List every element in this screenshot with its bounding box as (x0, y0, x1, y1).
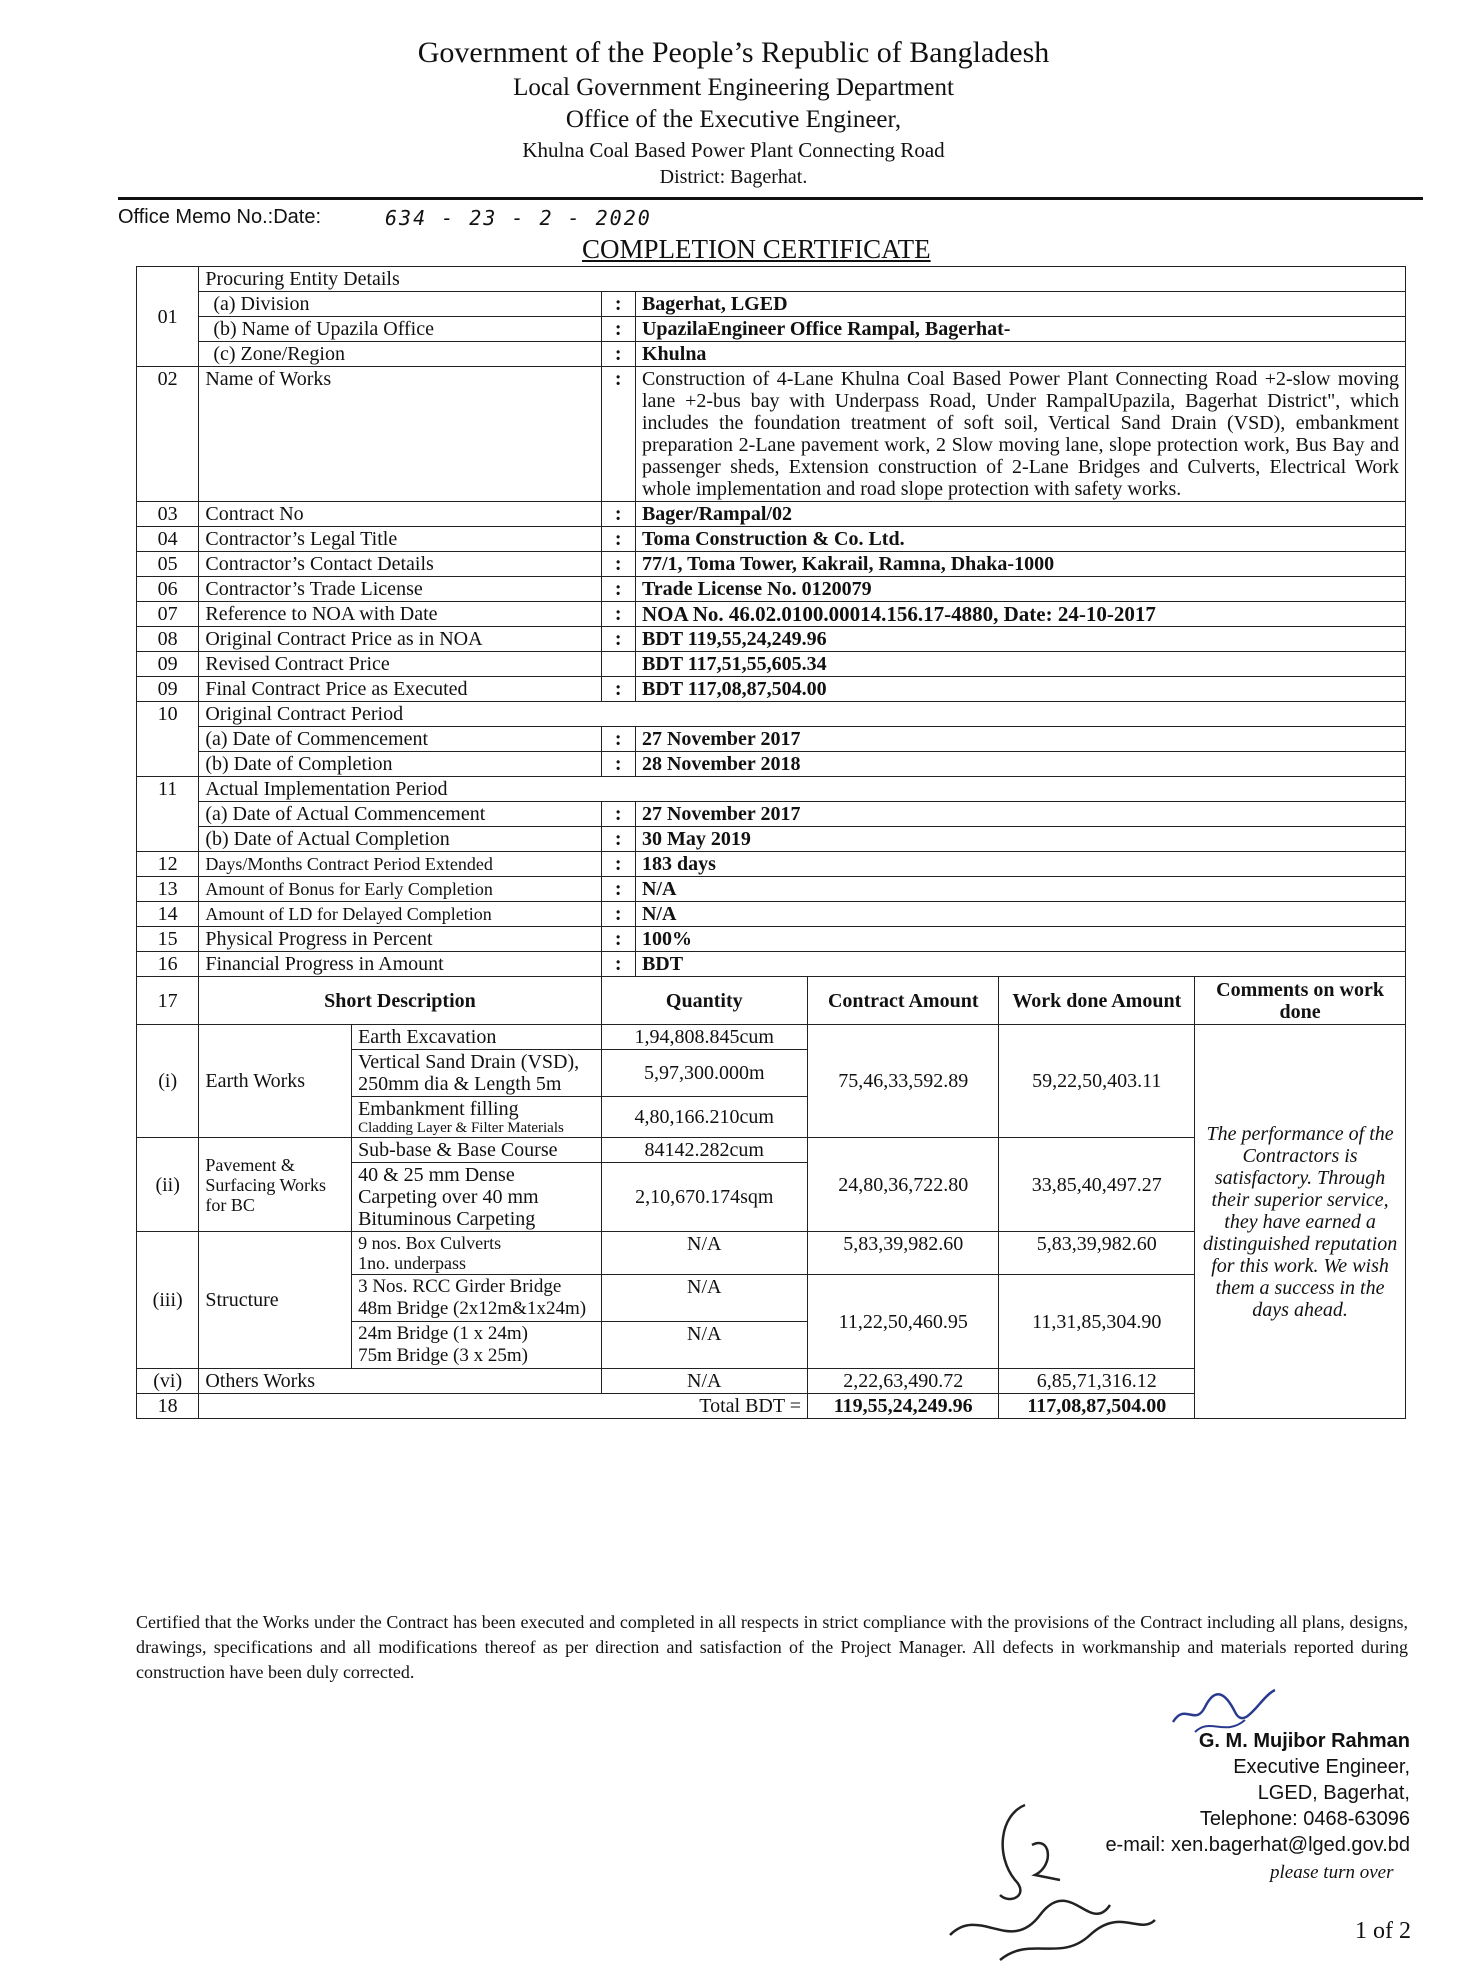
row-num: 08 (137, 627, 199, 652)
row-value: Bagerhat, LGED (635, 292, 1405, 317)
row-value: 100% (635, 927, 1405, 952)
colon: : (601, 552, 635, 577)
row-label: (b) Date of Completion (199, 752, 601, 777)
item-group: Pavement & Surfacing Works for BC (199, 1138, 352, 1232)
row-num: 13 (137, 877, 199, 902)
row-10a (137, 727, 1406, 752)
item-work-done-amount: 33,85,40,497.27 (999, 1138, 1195, 1232)
row-10b (137, 752, 1406, 777)
colon: : (601, 292, 635, 317)
row-11 (137, 777, 1406, 802)
certification-statement: Certified that the Works under the Contract has been executed and completed in all respects in strict compliance with the provisions of the Contract including all plans, designs, drawings, specifications and all modifications thereof as per direction and satisfaction of the Project Manager. All defects in workmanship and materials reported during construction have been duly corrected. (136, 1612, 1408, 1682)
row-label: (b) Name of Upazila Office (199, 317, 601, 342)
row-label: Procuring Entity Details (199, 267, 1406, 292)
row-label: Amount of LD for Delayed Completion (199, 902, 601, 927)
colon: : (601, 802, 635, 827)
row-num: 04 (137, 527, 199, 552)
row-09-final (137, 677, 1406, 702)
row-num: 09 (137, 677, 199, 702)
row-label: Reference to NOA with Date (199, 602, 601, 627)
item-work-done-amount: 6,85,71,316.12 (999, 1369, 1195, 1394)
row-value: Toma Construction & Co. Ltd. (635, 527, 1405, 552)
header-work-done-amount: Work done Amount (999, 977, 1195, 1025)
total-contract-amount: 119,55,24,249.96 (808, 1394, 999, 1419)
signatory-title: Executive Engineer, (1233, 1756, 1410, 1778)
header-project: Khulna Coal Based Power Plant Connecting Road (522, 138, 945, 162)
row-01a (137, 292, 1406, 317)
header-comments: Comments on work done (1195, 977, 1406, 1025)
item-contract-amount: 2,22,63,490.72 (808, 1369, 999, 1394)
row-14 (137, 902, 1406, 927)
row-01b (137, 317, 1406, 342)
row-label: Days/Months Contract Period Extended (199, 852, 601, 877)
turn-over-note: please turn over (1270, 1862, 1394, 1883)
row-label: Name of Works (199, 367, 601, 502)
signatory-name: G. M. Mujibor Rahman (1198, 1730, 1410, 1752)
row-01 (137, 267, 1406, 292)
item-contract-amount: 5,83,39,982.60 (808, 1232, 999, 1275)
row-11b (137, 827, 1406, 852)
item-description: 40 & 25 mm Dense Carpeting over 40 mm Bituminous Carpeting (352, 1163, 601, 1232)
item-num: (iii) (137, 1232, 199, 1369)
row-num: 11 (137, 777, 199, 852)
row-01c (137, 342, 1406, 367)
row-value: 27 November 2017 (635, 727, 1405, 752)
item-i-row1 (137, 1025, 1406, 1050)
item-description-cell (352, 1322, 601, 1369)
row-num: 12 (137, 852, 199, 877)
row-label: (a) Date of Commencement (199, 727, 601, 752)
item-group: Others Works (199, 1369, 601, 1394)
item-description: 9 nos. Box Culverts (358, 1233, 502, 1253)
row-num: 15 (137, 927, 199, 952)
row-label: Original Contract Period (199, 702, 1406, 727)
header-quantity: Quantity (601, 977, 807, 1025)
colon: : (601, 602, 635, 627)
row-value: Khulna (635, 342, 1405, 367)
row-02 (137, 367, 1406, 502)
item-description-cell (352, 1232, 601, 1275)
colon: : (601, 877, 635, 902)
colon: : (601, 577, 635, 602)
row-label: Original Contract Price as in NOA (199, 627, 601, 652)
item-contract-amount: 24,80,36,722.80 (808, 1138, 999, 1232)
total-label: Total BDT = (199, 1394, 808, 1419)
row-num: 01 (137, 267, 199, 367)
item-description: Sub-base & Base Course (352, 1138, 601, 1163)
row-num: 06 (137, 577, 199, 602)
row-11a (137, 802, 1406, 827)
header-district: District: Bagerhat. (659, 166, 808, 188)
row-value: 27 November 2017 (635, 802, 1405, 827)
colon: : (601, 752, 635, 777)
header-rule (118, 197, 1423, 200)
row-09-revised (137, 652, 1406, 677)
item-contract-amount: 75,46,33,592.89 (808, 1025, 999, 1138)
comments-cell: The performance of the Contractors is satisfactory. Through their superior service, they have earned a distinguished reputation for this work. We wish them a success in the days ahead. (1195, 1025, 1406, 1419)
row-value: Bager/Rampal/02 (635, 502, 1405, 527)
item-quantity: N/A (601, 1232, 807, 1275)
row-03 (137, 502, 1406, 527)
row-05 (137, 552, 1406, 577)
row-num: 14 (137, 902, 199, 927)
item-quantity: N/A (601, 1322, 807, 1369)
row-16 (137, 952, 1406, 977)
item-num: (vi) (137, 1369, 199, 1394)
item-quantity: 5,97,300.000m (601, 1050, 807, 1097)
colon: : (601, 502, 635, 527)
row-label: Contractor’s Contact Details (199, 552, 601, 577)
row-label: Contractor’s Legal Title (199, 527, 601, 552)
header-contract-amount: Contract Amount (808, 977, 999, 1025)
item-description: Embankment filling (358, 1098, 519, 1120)
memo-label: Office Memo No.:Date: (118, 206, 322, 228)
handwritten-initial-mark (940, 1785, 1180, 1965)
item-description: Earth Excavation (352, 1025, 601, 1050)
row-10 (137, 702, 1406, 727)
colon: : (601, 727, 635, 752)
header-short-description: Short Description (199, 977, 601, 1025)
row-num: 17 (137, 977, 199, 1025)
certificate-title: COMPLETION CERTIFICATE (582, 234, 931, 264)
row-13 (137, 877, 1406, 902)
item-description-sub: 48m Bridge (2x12m&1x24m) (358, 1298, 587, 1319)
row-value: N/A (635, 902, 1405, 927)
name-of-works-value: Construction of 4-Lane Khulna Coal Based Power Plant Connecting Road +2-slow moving lane +2-bus bay with Underpass Road, Under RampalUpazila, Bagerhat District", which includes the foundation treatment of soft soil, Vertical Sand Drain (VSD), embankment preparation 2-Lane pavement work, 2 Slow moving lane, slope protection work, Bus Bay and passenger sheds, Extension construction of 2-Lane Bridges and Culverts, Electrical Work whole implementation and road slope protection with safety works. (635, 367, 1405, 502)
signatory-phone: Telephone: 0468-63096 (1199, 1808, 1410, 1830)
header-department: Local Government Engineering Department (513, 74, 954, 101)
item-quantity: N/A (601, 1275, 807, 1322)
colon: : (601, 952, 635, 977)
row-value: NOA No. 46.02.0100.00014.156.17-4880, Date: 24-10-2017 (635, 602, 1405, 627)
row-value: BDT 117,08,87,504.00 (635, 677, 1405, 702)
header-government: Government of the People’s Republic of Bangladesh (417, 36, 1050, 69)
row-num: 02 (137, 367, 199, 502)
item-quantity: 1,94,808.845cum (601, 1025, 807, 1050)
item-group: Structure (199, 1232, 352, 1369)
item-num: (ii) (137, 1138, 199, 1232)
item-quantity: N/A (601, 1369, 807, 1394)
row-num: 16 (137, 952, 199, 977)
signatory-office: LGED, Bagerhat, (1257, 1782, 1410, 1804)
row-label: (b) Date of Actual Completion (199, 827, 601, 852)
row-label: (c) Zone/Region (199, 342, 601, 367)
colon: : (601, 852, 635, 877)
colon: : (601, 927, 635, 952)
item-description-sub: 1no. underpass (358, 1253, 467, 1273)
row-value: Trade License No. 0120079 (635, 577, 1405, 602)
signatory-email: e-mail: xen.bagerhat@lged.gov.bd (1105, 1834, 1410, 1856)
row-07 (137, 602, 1406, 627)
row-12 (137, 852, 1406, 877)
row-08 (137, 627, 1406, 652)
row-label: Contractor’s Trade License (199, 577, 601, 602)
item-contract-amount: 11,22,50,460.95 (808, 1275, 999, 1369)
item-work-done-amount: 59,22,50,403.11 (999, 1025, 1195, 1138)
row-value: 183 days (635, 852, 1405, 877)
colon: : (601, 827, 635, 852)
row-num: 05 (137, 552, 199, 577)
colon (601, 652, 635, 677)
row-value: N/A (635, 877, 1405, 902)
row-04 (137, 527, 1406, 552)
item-description-sub: 75m Bridge (3 x 25m) (358, 1345, 528, 1366)
row-label: Actual Implementation Period (199, 777, 1406, 802)
item-description: 24m Bridge (1 x 24m) (358, 1323, 528, 1344)
certificate-table (136, 266, 1406, 1419)
colon: : (601, 902, 635, 927)
row-value: BDT 119,55,24,249.96 (635, 627, 1405, 652)
item-quantity: 4,80,166.210cum (601, 1097, 807, 1138)
row-num: 03 (137, 502, 199, 527)
row-label: (a) Division (199, 292, 601, 317)
page-number: 1 of 2 (1355, 1918, 1411, 1944)
row-value: 77/1, Toma Tower, Kakrail, Ramna, Dhaka-1000 (635, 552, 1405, 577)
colon: : (601, 527, 635, 552)
row-num: 18 (137, 1394, 199, 1419)
row-label: Physical Progress in Percent (199, 927, 601, 952)
row-value: UpazilaEngineer Office Rampal, Bagerhat- (635, 317, 1405, 342)
item-description-cell (352, 1275, 601, 1322)
row-label: Revised Contract Price (199, 652, 601, 677)
item-description: Vertical Sand Drain (VSD), 250mm dia & Length 5m (352, 1050, 601, 1097)
item-work-done-amount: 5,83,39,982.60 (999, 1232, 1195, 1275)
row-label: Amount of Bonus for Early Completion (199, 877, 601, 902)
item-work-done-amount: 11,31,85,304.90 (999, 1275, 1195, 1369)
row-num: 07 (137, 602, 199, 627)
row-value: 30 May 2019 (635, 827, 1405, 852)
colon: : (601, 342, 635, 367)
row-value: BDT (635, 952, 1405, 977)
row-15 (137, 927, 1406, 952)
header-office: Office of the Executive Engineer, (565, 106, 902, 133)
row-value: 28 November 2018 (635, 752, 1405, 777)
total-work-done-amount: 117,08,87,504.00 (999, 1394, 1195, 1419)
row-value: BDT 117,51,55,605.34 (635, 652, 1405, 677)
item-description-cell (352, 1097, 601, 1138)
row-num: 10 (137, 702, 199, 777)
colon: : (601, 367, 635, 502)
memo-handwritten-number: 634 - 23 - 2 - 2020 (385, 206, 652, 230)
item-num: (i) (137, 1025, 199, 1138)
colon: : (601, 317, 635, 342)
colon: : (601, 627, 635, 652)
row-num: 09 (137, 652, 199, 677)
row-label: Financial Progress in Amount (199, 952, 601, 977)
item-quantity: 2,10,670.174sqm (601, 1163, 807, 1232)
row-label: (a) Date of Actual Commencement (199, 802, 601, 827)
row-label: Contract No (199, 502, 601, 527)
item-quantity: 84142.282cum (601, 1138, 807, 1163)
item-description-sub: Cladding Layer & Filter Materials (358, 1120, 564, 1136)
row-17-header (137, 977, 1406, 1025)
row-label: Final Contract Price as Executed (199, 677, 601, 702)
row-06 (137, 577, 1406, 602)
colon: : (601, 677, 635, 702)
item-description: 3 Nos. RCC Girder Bridge (358, 1276, 562, 1297)
item-group: Earth Works (199, 1025, 352, 1138)
